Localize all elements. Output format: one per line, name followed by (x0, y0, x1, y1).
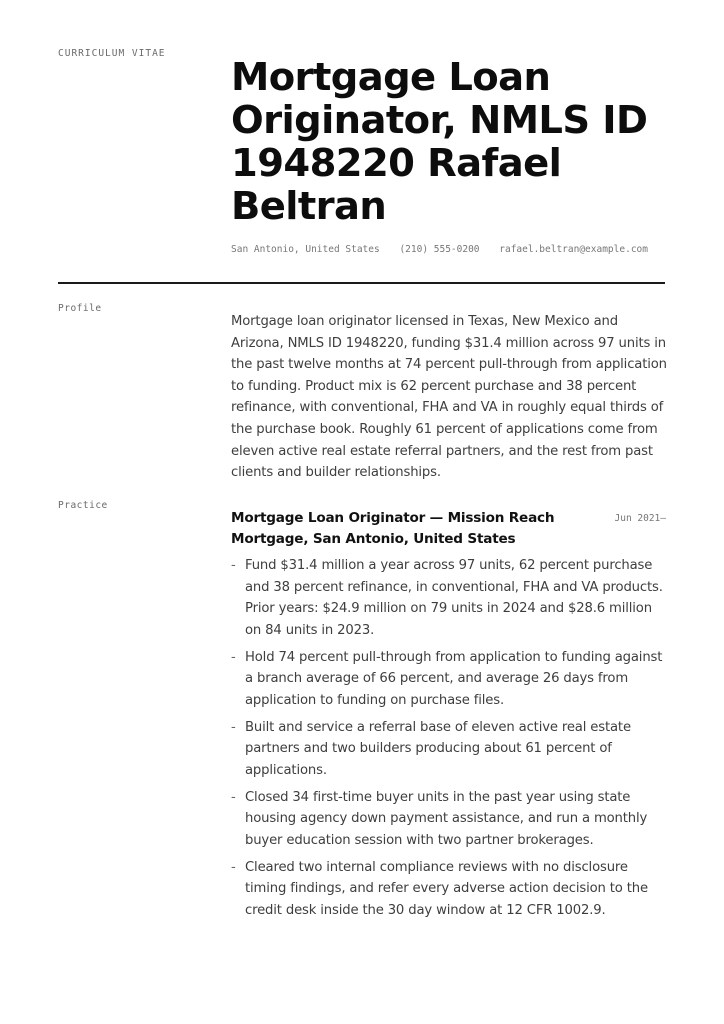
job-title: Mortgage Loan Originator — Mission Reach Mortgage, San Antonio, United States (231, 510, 555, 547)
job-bullet (231, 787, 671, 852)
contact-line (231, 244, 648, 255)
job-bullet (231, 717, 671, 782)
contact-phone[interactable]: (210) 555-0200 (399, 244, 480, 255)
candidate-name-heading: Mortgage Loan Originator, NMLS ID 1948220 Rafael Beltran (231, 55, 648, 229)
bullet-text: Cleared two internal compliance reviews with no disclosure timing findings, and refer every adverse action decision to the credit desk inside the 30 day window at 12 CFR 1002.9. (245, 859, 648, 918)
contact-email[interactable]: rafael.beltran@example.com (499, 244, 648, 255)
bullet-text: Built and service a referral base of eleven active real estate partners and two builders producing about 61 percent of applications. (245, 719, 631, 778)
bullet-text: Closed 34 first-time buyer units in the past year using state housing agency down payment assistance, and run a monthly buyer education session with two partner brokerages. (245, 789, 648, 848)
bullet-marker: - (231, 649, 236, 665)
bullet-marker: - (231, 859, 236, 875)
header-divider (58, 282, 665, 284)
bullet-marker: - (231, 558, 236, 573)
bullet-marker: - (231, 789, 236, 805)
bullet-text: Hold 74 percent pull-through from application to funding against a branch average of 66 percent, and average 26 days from application to funding on purchase files. (245, 649, 663, 708)
job-dates: Jun 2021– (614, 513, 666, 524)
job-bullet-list (231, 555, 671, 927)
bullet-marker: - (231, 719, 236, 735)
contact-location: San Antonio, United States (231, 244, 380, 255)
job-bullet (231, 555, 671, 641)
section-label-practice: Practice (58, 500, 108, 511)
job-bullet (231, 647, 671, 712)
bullet-text: Fund $31.4 million a year across 97 units, 62 percent purchase and 38 percent refinance, in conventional, FHA and VA products. Prior years: $24.9 million on 79 units in 2024 and $28.6 million on 84 units in 2023. (245, 558, 663, 638)
section-label-profile: Profile (58, 303, 102, 314)
job-bullet (231, 857, 671, 922)
profile-summary: Mortgage loan originator licensed in Texas, New Mexico and Arizona, NMLS ID 1948220, funding $31.4 million across 97 units in the past twelve months at 74 percent pull-through from application to funding. Product mix is 62 percent purchase and 38 percent refinance, with conventional, FHA and VA in roughly equal thirds of the purchase book. Roughly 61 percent of applications come from eleven active real estate referral partners, and the rest from past clients and builder relationships. (231, 314, 667, 481)
document-eyebrow: CURRICULUM VITAE (58, 48, 166, 59)
